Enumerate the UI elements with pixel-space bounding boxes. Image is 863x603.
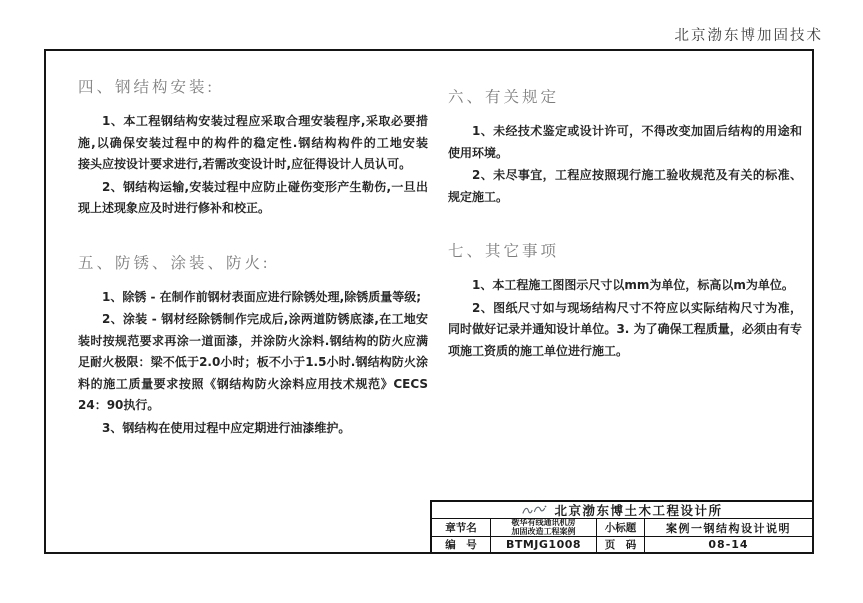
- chapter-label: 章节名: [432, 518, 490, 536]
- left-column: [78, 75, 453, 440]
- subtitle-value: 案例一钢结构设计说明: [644, 518, 812, 536]
- paragraph-6-1: 1、未经技术鉴定或设计许可，不得改变加固后结构的用途和使用环境。: [448, 124, 802, 160]
- project-name-line1: 敬华有线通讯机房: [511, 518, 576, 527]
- company-name: 北京渤东博土木工程设计所: [554, 503, 723, 518]
- company-logo-icon: [521, 504, 547, 516]
- paragraph-5-2: 2、涂装 - 钢材经除锈制作完成后,涂两道防锈底漆,在工地安装时按规范要求再涂一道面漆，并涂防火涂料.钢结构的防火应满足耐火极限：梁不低于2.0小时；板不小于1.5小时.钢结构防火涂料的施工质量要求按照《钢结构防火涂料应用技术规范》CECS 24：90执行。: [78, 312, 428, 412]
- project-name: [490, 518, 596, 536]
- paragraph-4-2: 2、钢结构运输,安装过程中应防止碰伤变形产生勒伤,一旦出现上述现象应及时进行修补和校正。: [78, 179, 428, 215]
- page-header-company: 北京渤东博加固技术: [674, 28, 823, 44]
- paragraph-5-3: 3、钢结构在使用过程中应定期进行油漆维护。: [102, 420, 351, 435]
- code-value: BTMJG1008: [490, 536, 596, 552]
- paragraph-4-1: 1、本工程钢结构安装过程应采取合理安装程序,采取必要措施,以确保安装过程中的构件的稳定性.钢结构构件的工地安装 接头应按设计要求进行,若需改变设计时,应征得设计人员认可。: [78, 114, 453, 171]
- subtitle-label: 小标题: [596, 518, 644, 536]
- section-heading-4: 四、钢结构安装:: [78, 79, 215, 96]
- title-block-company-row: [432, 502, 812, 518]
- section-heading-6: 六、有关规定: [448, 89, 560, 106]
- paragraph-6-2: 2、未尽事宜，工程应按照现行施工验收规范及有关的标准、规定施工。: [448, 168, 802, 204]
- paragraph-5-1: 1、除锈 - 在制作前钢材表面应进行除锈处理,除锈质量等级;: [102, 289, 422, 304]
- paragraph-7-2: 2、图纸尺寸如与现场结构尺寸不符应以实际结构尺寸为准，同时做好记录并通知设计单位。3. 为了确保工程质量，必须由有专项施工资质的施工单位进行施工。: [448, 300, 802, 358]
- project-name-line2: 加固改造工程案例: [511, 526, 576, 536]
- section-heading-7: 七、其它事项: [448, 243, 560, 260]
- page-label: 页 码: [596, 536, 644, 552]
- page-value: 08-14: [644, 536, 812, 552]
- code-label: 编 号: [432, 536, 490, 552]
- section-heading-5: 五、防锈、涂装、防火:: [78, 254, 271, 272]
- right-column: [448, 85, 802, 363]
- drawing-frame: [44, 49, 814, 554]
- title-block: [430, 500, 812, 552]
- paragraph-7-1: 1、本工程施工图图示尺寸以mm为单位，标高以m为单位。: [472, 278, 794, 292]
